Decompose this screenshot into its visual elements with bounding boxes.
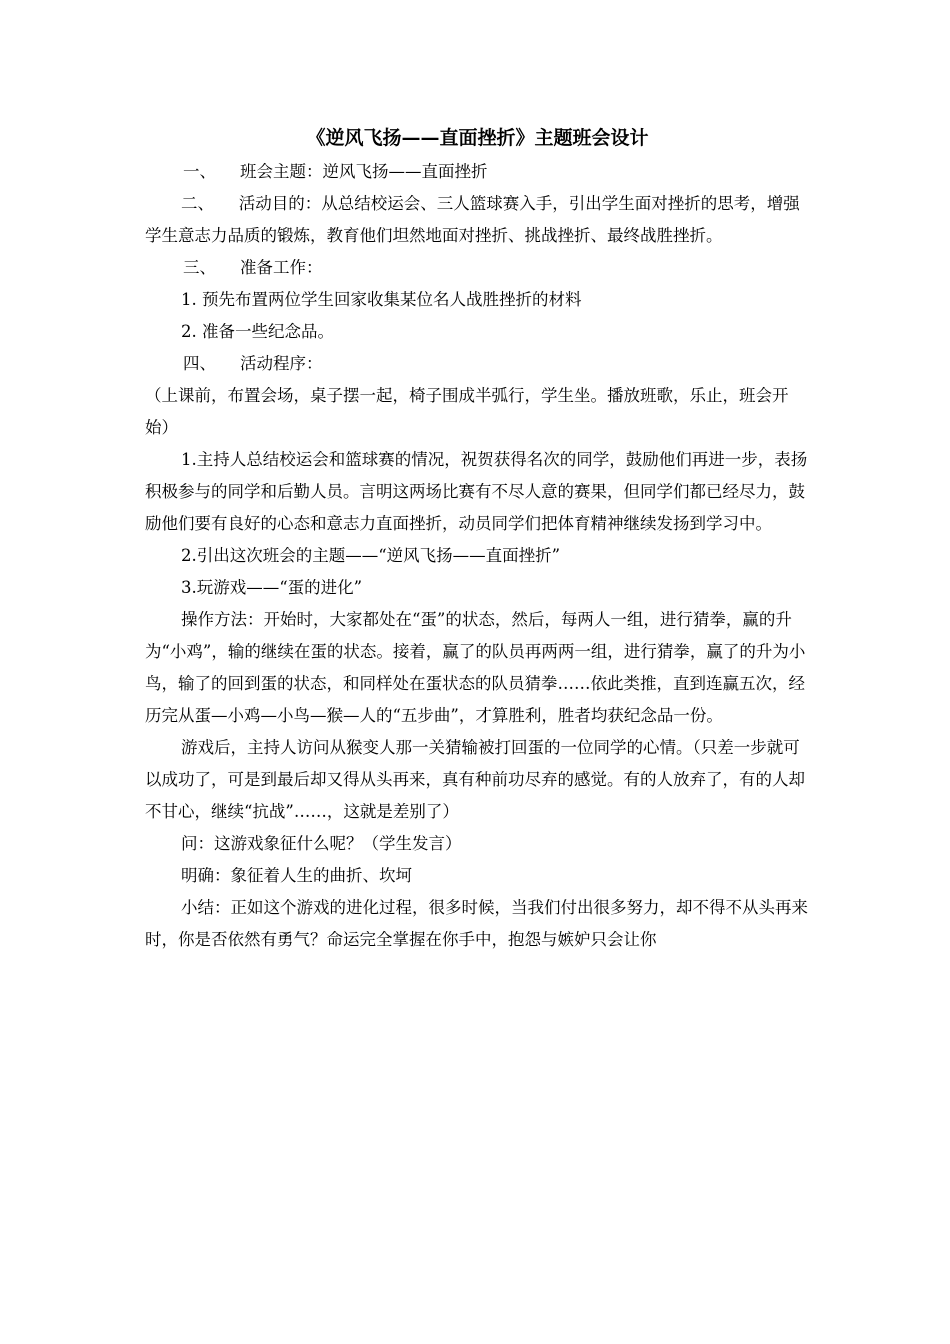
program-step-1: 1.主持人总结校运会和篮球赛的情况，祝贺获得名次的同学，鼓励他们再进一步，表扬积极参与的同学和后勤人员。言明这两场比赛有不尽人意的赛果，但同学们都已经尽力，鼓励他们要有良好的心态和意志力直面挫折，动员同学们把体育精神继续发扬到学习中。 [145, 450, 808, 533]
section-2-number: 二、 [181, 194, 214, 213]
section-4-heading [145, 348, 810, 380]
prep-item-2: 2. 准备一些纪念品。 [181, 322, 334, 341]
program-step-2: 2.引出这次班会的主题——“逆风飞扬——直面挫折” [181, 546, 561, 565]
answer-line: 明确：象征着人生的曲折、坎坷 [181, 866, 412, 885]
game-method: 操作方法：开始时，大家都处在“蛋”的状态，然后，每两人一组，进行猜拳，赢的升为“小鸡”，输的继续在蛋的状态。接着，赢了的队员再两两一组，进行猜拳，赢了的升为小鸟，输了的回到蛋的状态，和同样处在蛋状态的队员猜拳……依此类推，直到连赢五次，经历完从蛋—小鸡—小鸟—猴—人的“五步曲”，才算胜利，胜者均获纪念品一份。 [145, 610, 806, 725]
section-4-number: 四、 [183, 354, 216, 373]
section-4-text: 活动程序： [240, 354, 323, 373]
document-title: 《逆风飞扬——直面挫折》主题班会设计 [306, 127, 649, 149]
section-3-heading [145, 252, 810, 284]
section-1-text: 班会主题：逆风飞扬——直面挫折 [240, 162, 488, 181]
section-2-text: 活动目的：从总结校运会、三人篮球赛入手，引出学生面对挫折的思考，增强学生意志力品质的锻炼，教育他们坦然地面对挫折、挑战挫折、最终战胜挫折。 [145, 194, 800, 245]
section-2-paragraph [145, 188, 810, 252]
section-1-heading [145, 156, 810, 188]
after-game-interview: 游戏后，主持人访问从猴变人那一关猜输被打回蛋的一位同学的心情。（只差一步就可以成功了，可是到最后却又得从头再来，真有种前功尽弃的感觉。有的人放弃了，有的人却不甘心，继续“抗战”……，这就是差别了） [145, 738, 805, 821]
section-3-text: 准备工作： [240, 258, 323, 277]
section-1-number: 一、 [183, 162, 216, 181]
section-3-number: 三、 [183, 258, 216, 277]
prep-item-1: 1. 预先布置两位学生回家收集某位名人战胜挫折的材料 [181, 290, 582, 309]
question-line: 问：这游戏象征什么呢？（学生发言） [181, 834, 462, 853]
program-intro: （上课前，布置会场，桌子摆一起，椅子围成半弧行，学生坐。播放班歌，乐止，班会开始） [145, 386, 789, 437]
document-page [145, 120, 810, 956]
summary-paragraph: 小结：正如这个游戏的进化过程，很多时候，当我们付出很多努力，却不得不从头再来时，你是否依然有勇气？命运完全掌握在你手中，抱怨与嫉妒只会让你 [145, 898, 808, 949]
program-step-3: 3.玩游戏——“蛋的进化” [181, 578, 363, 597]
